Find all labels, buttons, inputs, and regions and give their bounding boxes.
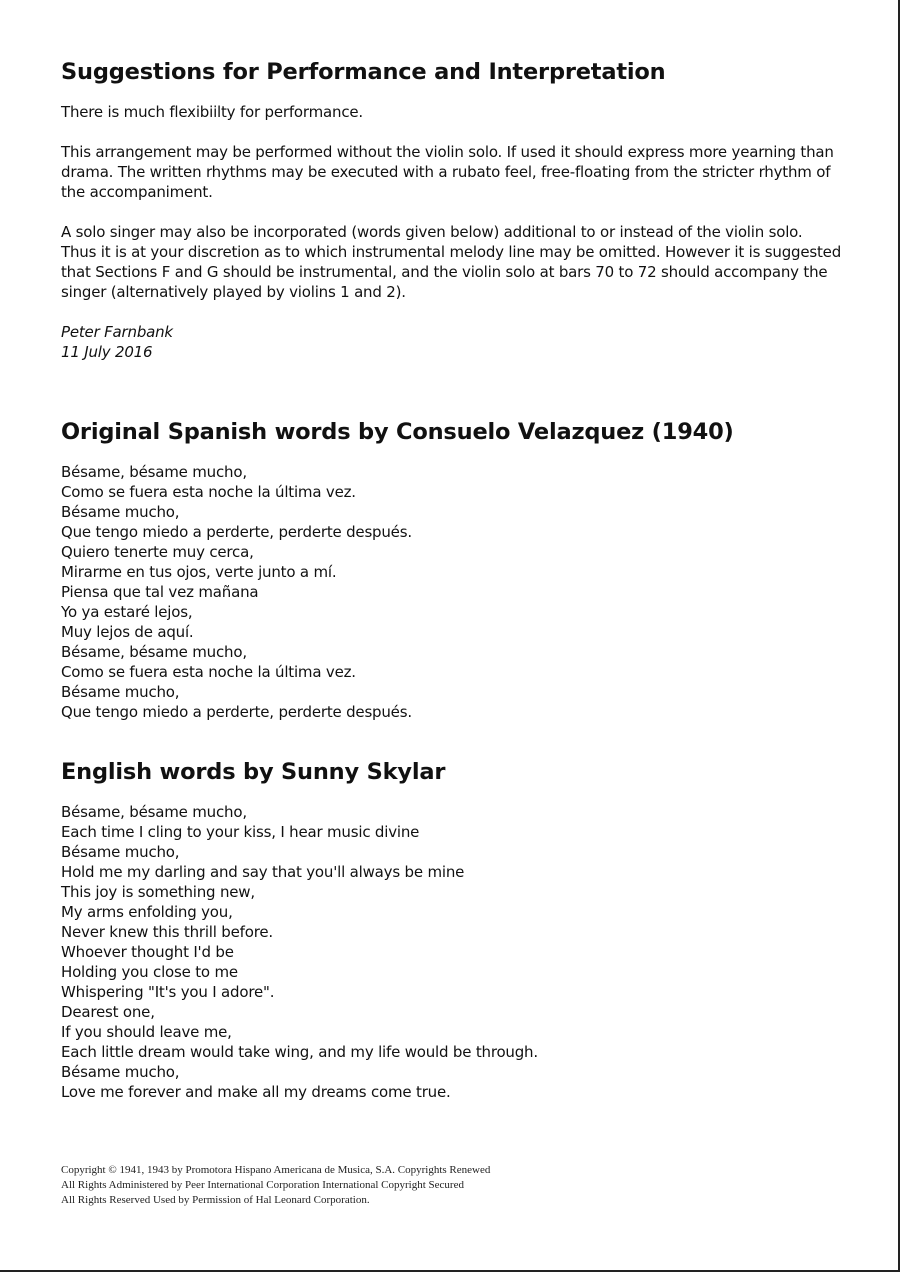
lyric-line: Dearest one, <box>61 1003 155 1021</box>
lyric-line: Bésame, bésame mucho, <box>61 803 247 821</box>
lyric-line: Que tengo miedo a perderte, perderte después. <box>61 703 412 721</box>
lyric-line: If you should leave me, <box>61 1023 232 1041</box>
lyric-line: Yo ya estaré lejos, <box>61 603 193 621</box>
lyric-line: Hold me my darling and say that you'll always be mine <box>61 863 465 881</box>
lyric-line: Bésame mucho, <box>61 503 180 521</box>
copyright-notice <box>61 1163 761 1208</box>
lyric-line: Each time I cling to your kiss, I hear music divine <box>61 823 420 841</box>
lyric-line: Piensa que tal vez mañana <box>61 583 259 601</box>
lyric-line: Bésame mucho, <box>61 1063 180 1081</box>
lyric-line: My arms enfolding you, <box>61 903 233 921</box>
copyright-line: Copyright © 1941, 1943 by Promotora Hispano Americana de Musica, S.A. Copyrights Renewed <box>61 1164 491 1176</box>
lyric-line: Que tengo miedo a perderte, perderte después. <box>61 523 412 541</box>
copyright-line: All Rights Administered by Peer International Corporation International Copyright Secured <box>61 1179 464 1191</box>
lyric-line: Quiero tenerte muy cerca, <box>61 543 254 561</box>
lyric-line: Bésame, bésame mucho, <box>61 643 247 661</box>
signature-name: Peter Farnbank <box>61 323 173 341</box>
english-lyrics <box>61 802 841 1102</box>
lyric-line: Muy lejos de aquí. <box>61 623 194 641</box>
lyric-line: Mirarme en tus ojos, verte junto a mí. <box>61 563 337 581</box>
lyric-line: Never knew this thrill before. <box>61 923 273 941</box>
lyric-line: Como se fuera esta noche la última vez. <box>61 663 356 681</box>
lyric-line: Como se fuera esta noche la última vez. <box>61 483 356 501</box>
suggestions-heading: Suggestions for Performance and Interpretation <box>61 59 666 85</box>
suggestions-paragraph-1: There is much flexibiilty for performance. <box>61 103 363 121</box>
copyright-line: All Rights Reserved Used by Permission of Hal Leonard Corporation. <box>61 1194 370 1206</box>
lyric-line: Each little dream would take wing, and my life would be through. <box>61 1043 538 1061</box>
spanish-words-heading: Original Spanish words by Consuelo Velazquez (1940) <box>61 419 734 445</box>
lyric-line: Bésame mucho, <box>61 683 180 701</box>
suggestions-paragraph-3: A solo singer may also be incorporated (words given below) additional to or instead of the violin solo. Thus it is at your discretion as to which instrumental melody line may be omitted. However it is suggested that Sections F and G should be instrumental, and the violin solo at bars 70 to 72 should accompany the singer (alternatively played by violins 1 and 2). <box>61 223 842 301</box>
lyric-line: Whispering "It's you I adore". <box>61 983 275 1001</box>
suggestions-paragraph-2: This arrangement may be performed without the violin solo. If used it should express more yearning than drama. The written rhythms may be executed with a rubato feel, free-floating from the stricter rhythm of the accompaniment. <box>61 143 834 201</box>
lyric-line: Holding you close to me <box>61 963 238 981</box>
lyric-line: This joy is something new, <box>61 883 255 901</box>
english-words-heading: English words by Sunny Skylar <box>61 759 446 785</box>
lyric-line: Bésame mucho, <box>61 843 180 861</box>
lyric-line: Love me forever and make all my dreams come true. <box>61 1083 451 1101</box>
signature-date: 11 July 2016 <box>61 343 153 361</box>
document-body <box>61 59 842 1102</box>
spanish-lyrics <box>61 462 841 722</box>
lyric-line: Bésame, bésame mucho, <box>61 463 247 481</box>
lyric-line: Whoever thought I'd be <box>61 943 234 961</box>
